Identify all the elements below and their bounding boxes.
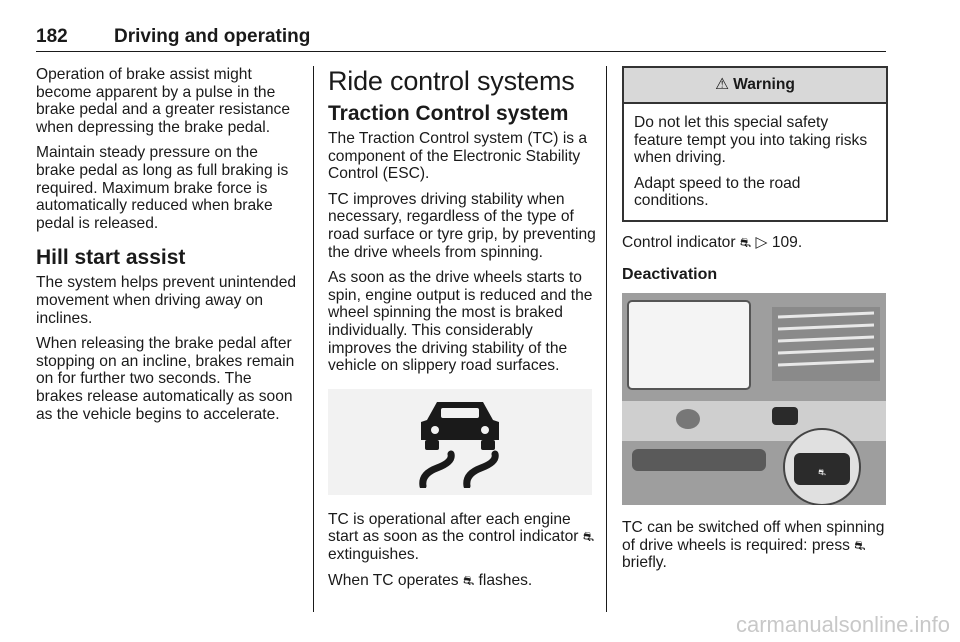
header-rule <box>36 51 886 52</box>
warning-body <box>624 104 886 220</box>
watermark: carmanualsonline.info <box>735 612 950 637</box>
paragraph: As soon as the drive wheels starts to spin, engine output is reduced and the wheel spinning the most is braked individually. This considerably improves the driving stability of the vehicle on slippery road surfaces. <box>328 269 593 375</box>
paragraph-text: briefly. <box>622 554 667 572</box>
chapter-title: Driving and operating <box>114 26 311 47</box>
column-divider <box>313 66 314 612</box>
page-number: 182 <box>36 26 68 47</box>
paragraph <box>328 511 596 564</box>
column-right <box>622 66 888 580</box>
paragraph: TC improves driving stability when necessary, regardless of the type of road surface or tyre grip, by preventing the drive wheels from spinning. <box>328 190 596 261</box>
paragraph <box>328 572 596 590</box>
traction-control-illustration <box>328 389 592 495</box>
paragraph: Maintain steady pressure on the brake pedal as long as full braking is required. Maximum brake force is automatically reduced when brake pedal is released. <box>36 144 289 232</box>
paragraph-text: extinguishes. <box>328 545 420 563</box>
paragraph: The system helps prevent unintended movement when driving away on inclines. <box>36 274 297 327</box>
traction-control-indicator-icon: ⛐ <box>582 529 595 545</box>
dashboard-drawing <box>622 293 886 505</box>
paragraph: Operation of brake assist might become apparent by a pulse in the brake pedal and a greater resistance when depressing the brake pedal. <box>36 66 290 136</box>
warning-header <box>624 68 886 104</box>
section-heading: Deactivation <box>622 265 718 283</box>
dashboard-illustration <box>622 293 886 505</box>
warning-triangle-icon: ⚠ <box>715 76 730 94</box>
svg-text:⛐: ⛐ <box>818 468 826 479</box>
paragraph: Adapt speed to the road conditions. <box>634 174 801 210</box>
section-heading: Hill start assist <box>36 246 186 270</box>
warning-box <box>622 66 888 222</box>
paragraph: When releasing the brake pedal after stopping on an incline, brakes remain on for further two seconds. The brakes release automatically as soon as the vehicle begins to accelerate. <box>36 335 295 423</box>
paragraph-text: TC can be switched off when spinning of drive wheels is required: press <box>622 519 885 554</box>
cross-reference-text: Control indicator <box>622 233 736 251</box>
traction-control-indicator-icon: ⛐ <box>739 234 752 250</box>
traction-control-off-icon: ⛐ <box>854 537 866 553</box>
column-middle <box>328 66 596 597</box>
traction-control-indicator-icon: ⛐ <box>462 572 475 588</box>
page-reference-icon: ▷ <box>755 233 768 251</box>
warning-title: Warning <box>733 76 795 94</box>
traction-control-icon <box>415 396 505 488</box>
paragraph-text: flashes. <box>478 571 533 589</box>
paragraph: Do not let this special safety feature tempt you into taking risks when driving. <box>634 114 868 167</box>
paragraph <box>622 519 888 572</box>
section-heading: Traction Control system <box>328 102 569 125</box>
column-divider <box>606 66 607 612</box>
cross-reference-page: 109. <box>771 233 803 251</box>
paragraph-text: When TC operates <box>328 571 459 589</box>
page-header <box>36 26 886 54</box>
paragraph-text: TC is operational after each engine start as soon as the control indicator <box>328 510 579 546</box>
paragraph: The Traction Control system (TC) is a component of the Electronic Stability Control (ESC). <box>328 130 588 183</box>
chapter-heading: Ride control systems <box>328 66 575 96</box>
cross-reference <box>622 234 888 252</box>
column-left <box>36 66 300 431</box>
